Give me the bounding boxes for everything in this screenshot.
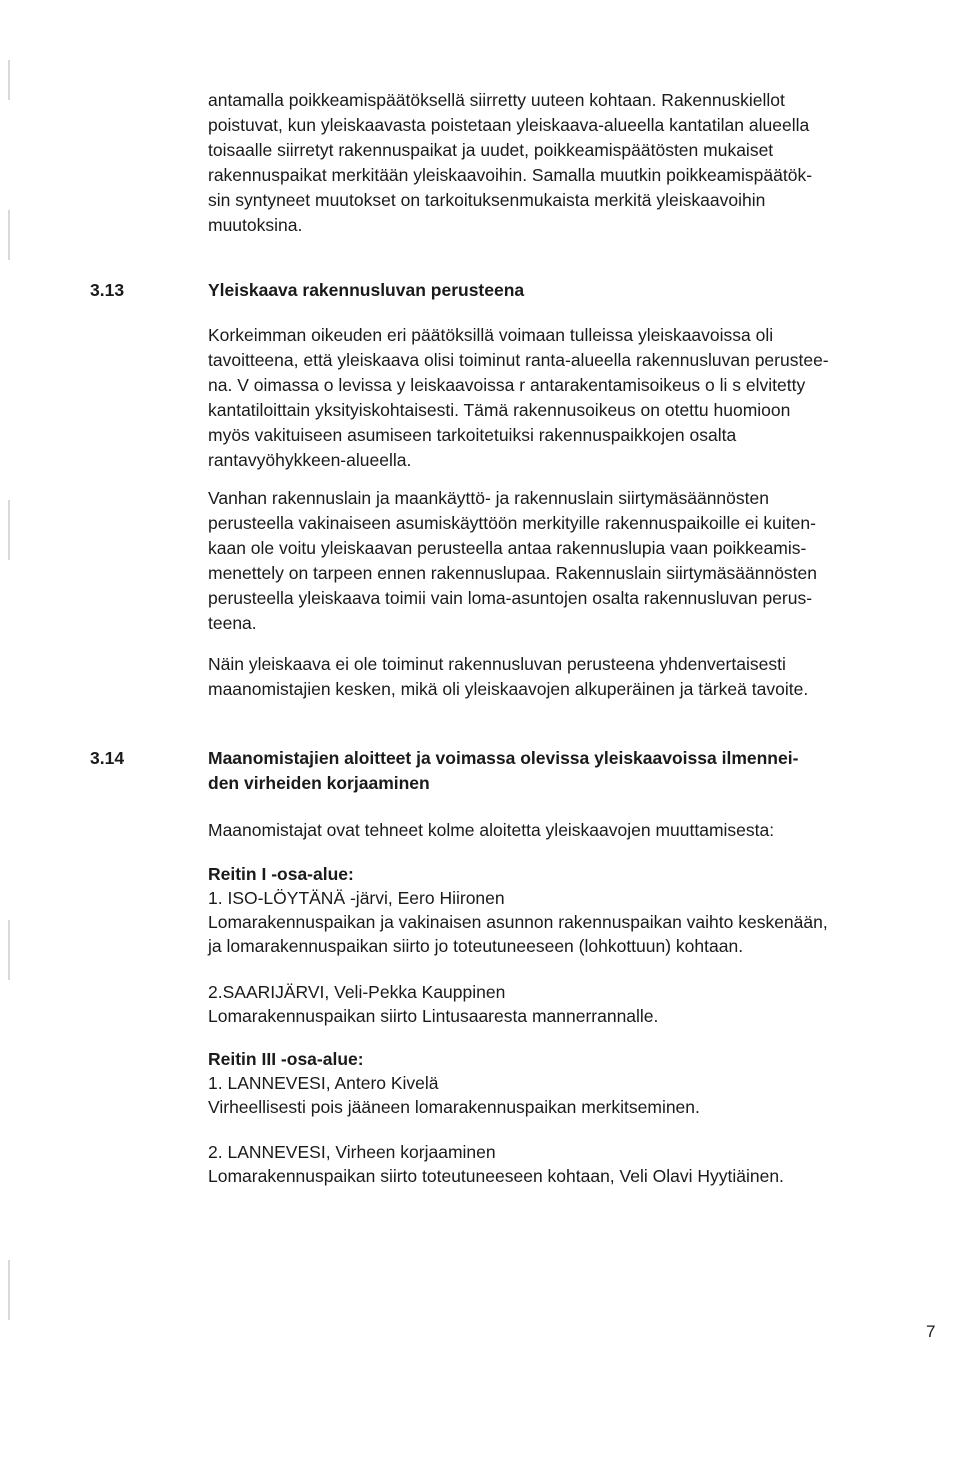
text-line: maanomistajien kesken, mikä oli yleiskaavojen alkuperäinen ja tärkeä tavoite. (208, 679, 809, 699)
section-intro (208, 818, 946, 842)
scan-edge-mark (8, 1260, 10, 1320)
text-line: Vanhan rakennuslain ja maankäyttö- ja rakennuslain siirtymäsäännösten (208, 488, 769, 508)
area-label: Reitin III -osa-alue: (208, 1049, 364, 1069)
text-line: Lomarakennuspaikan ja vakinaisen asunnon rakennuspaikan vaihto keskenään, (208, 912, 828, 932)
section-paragraph (208, 486, 946, 636)
area-label: Reitin I -osa-alue: (208, 864, 354, 884)
area-block (208, 1047, 946, 1119)
text-line: ja lomarakennuspaikan siirto jo toteutuneeseen (lohkottuun) kohtaan. (208, 936, 744, 956)
text-line: Maanomistajat ovat tehneet kolme aloitetta yleiskaavojen muuttamisesta: (208, 820, 775, 840)
item-block (208, 980, 946, 1028)
section-heading-line: Maanomistajien aloitteet ja voimassa olevissa yleiskaavoissa ilmennei- (208, 748, 799, 768)
text-line: Korkeimman oikeuden eri päätöksillä voimaan tulleissa yleiskaavoissa oli (208, 325, 774, 345)
item-heading: 1. LANNEVESI, Antero Kivelä (208, 1073, 439, 1093)
text-line: kantatiloittain yksityiskohtaisesti. Tämä rakennusoikeus on otettu huomioon (208, 400, 791, 420)
text-line: poistuvat, kun yleiskaavasta poistetaan yleiskaava-alueella kantatilan alueella (208, 115, 810, 135)
section-paragraph (208, 652, 946, 702)
text-line: kaan ole voitu yleiskaavan perusteella antaa rakennuslupia vaan poikkeamis- (208, 538, 807, 558)
item-heading: 2.SAARIJÄRVI, Veli-Pekka Kauppinen (208, 982, 506, 1002)
page-number: 7 (926, 1322, 936, 1341)
text-line: menettely on tarpeen ennen rakennuslupaa. Rakennuslain siirtymäsäännösten (208, 563, 818, 583)
text-line: Virheellisesti pois jääneen lomarakennuspaikan merkitseminen. (208, 1097, 700, 1117)
text-line: muutoksina. (208, 215, 303, 235)
intro-paragraph (208, 88, 946, 238)
scan-edge-mark (8, 210, 10, 260)
text-line: perusteella yleiskaava toimii vain loma-asuntojen osalta rakennusluvan perus- (208, 588, 813, 608)
section-heading (208, 278, 946, 303)
section-number: 3.13 (90, 280, 125, 300)
text-line: toisaalle siirretyt rakennuspaikat ja uudet, poikkeamispäätösten mukaiset (208, 140, 774, 160)
text-line: sin syntyneet muutokset on tarkoituksenmukaista merkitä yleiskaavoihin (208, 190, 766, 210)
text-line: rantavyöhykkeen-alueella. (208, 450, 412, 470)
item-heading: 1. ISO-LÖYTÄNÄ -järvi, Eero Hiironen (208, 888, 505, 908)
text-line: tavoitteena, että yleiskaava olisi toiminut ranta-alueella rakennusluvan perustee- (208, 350, 829, 370)
text-line: Lomarakennuspaikan siirto toteutuneeseen kohtaan, Veli Olavi Hyytiäinen. (208, 1166, 784, 1186)
section-paragraph (208, 323, 946, 473)
area-block (208, 862, 946, 958)
text-line: myös vakituiseen asumiseen tarkoitetuiksi rakennuspaikkojen osalta (208, 425, 737, 445)
text-line: Lomarakennuspaikan siirto Lintusaaresta mannerrannalle. (208, 1006, 659, 1026)
section-heading (208, 746, 946, 796)
item-heading: 2. LANNEVESI, Virheen korjaaminen (208, 1142, 496, 1162)
scan-edge-mark (8, 500, 10, 560)
item-block (208, 1140, 946, 1188)
text-line: perusteella vakinaiseen asumiskäyttöön merkityille rakennuspaikoille ei kuiten- (208, 513, 816, 533)
scan-edge-mark (8, 60, 10, 100)
section-number: 3.14 (90, 748, 125, 768)
section-heading-line: den virheiden korjaaminen (208, 773, 430, 793)
text-line: rakennuspaikat merkitään yleiskaavoihin. Samalla muutkin poikkeamispäätök- (208, 165, 813, 185)
scan-edge-mark (8, 920, 10, 980)
section-heading-line: Yleiskaava rakennusluvan perusteena (208, 280, 525, 300)
text-line: na. V oimassa o levissa y leiskaavoissa r antarakentamisoikeus o li s elvitetty (208, 375, 806, 395)
text-line: antamalla poikkeamispäätöksellä siirretty uuteen kohtaan. Rakennuskiellot (208, 90, 785, 110)
text-line: Näin yleiskaava ei ole toiminut rakennusluvan perusteena yhdenvertaisesti (208, 654, 786, 674)
text-line: teena. (208, 613, 257, 633)
